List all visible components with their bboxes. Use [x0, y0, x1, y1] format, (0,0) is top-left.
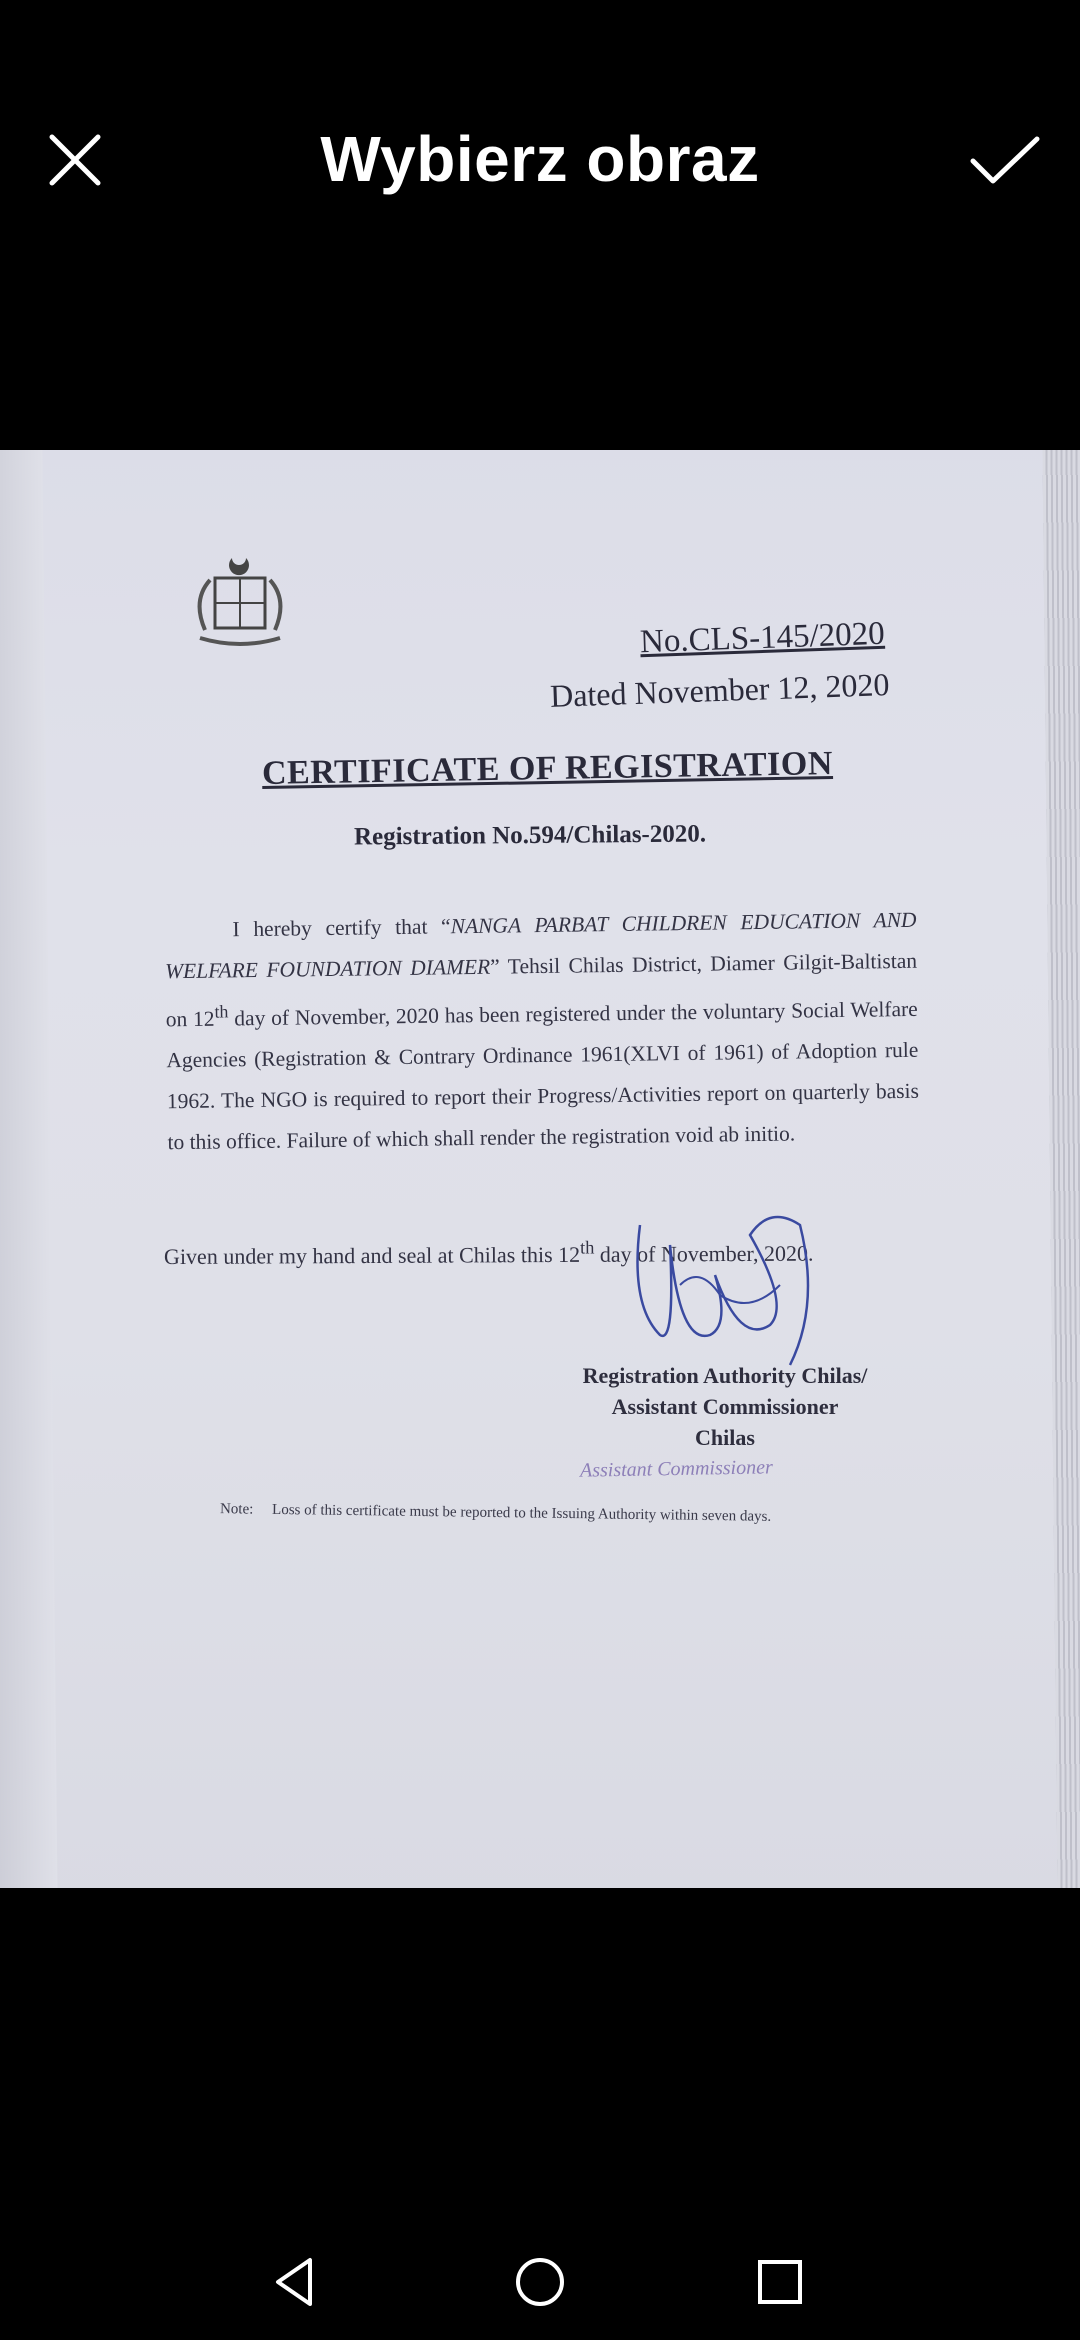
registration-number: Registration No.594/Chilas-2020.	[353, 820, 707, 851]
page-title: Wybierz obraz	[320, 123, 760, 195]
confirm-button[interactable]	[965, 125, 1045, 195]
selected-image[interactable]	[0, 450, 1080, 1888]
system-navigation-bar	[0, 2210, 1080, 2340]
nav-home-button[interactable]	[512, 2254, 568, 2310]
government-emblem-icon	[180, 550, 300, 660]
given-part-1: Given under my hand and seal at Chilas this 12	[163, 1241, 581, 1270]
authority-line-3: Chilas	[695, 1425, 755, 1450]
note-label: Note:	[219, 1501, 254, 1518]
certificate-note	[220, 1501, 771, 1526]
note-text: Loss of this certificate must be reported to the Issuing Authority within seven days.	[271, 1501, 772, 1525]
official-stamp: Assistant Commissioner	[579, 1456, 773, 1482]
home-circle-icon	[512, 2254, 568, 2310]
reference-number: No.CLS-145/2020	[639, 615, 886, 661]
date-line: Dated November 12, 2020	[549, 666, 890, 714]
body-intro: I hereby certify that “	[232, 914, 451, 942]
recent-square-icon	[752, 2254, 808, 2310]
signing-authority	[560, 1360, 890, 1453]
back-triangle-icon	[270, 2254, 326, 2310]
authority-line-2: Assistant Commissioner	[611, 1394, 839, 1419]
given-superscript: th	[580, 1237, 595, 1258]
body-rest-2: day of November, 2020 has been registered under the voluntary Social Welfare Agencies (Registration & Contrary Ordinance 1961(XLVI of 1961) of Adoption rule 1962. The NGO is required to report their Progress/Activities report on quarterly basis to this office. Failure of which shall render the registration void ab initio.	[166, 996, 920, 1155]
top-bar	[0, 0, 1080, 330]
check-icon	[965, 125, 1045, 195]
nav-recent-button[interactable]	[752, 2254, 808, 2310]
certificate-document	[0, 450, 1080, 1888]
authority-line-1: Registration Authority Chilas/	[582, 1363, 868, 1388]
nav-back-button[interactable]	[270, 2254, 326, 2310]
certificate-title: CERTIFICATE OF REGISTRATION	[261, 745, 834, 792]
body-rest-1: ” Tehsil Chilas District, Diamer Gilgit-Baltistan on 12	[165, 948, 918, 1032]
handwritten-signature	[620, 1185, 860, 1385]
certificate-body	[164, 900, 919, 1164]
body-superscript: th	[214, 1001, 229, 1022]
organization-name: NANGA PARBAT CHILDREN EDUCATION AND WELFARE FOUNDATION DIAMER	[164, 907, 917, 984]
given-part-2: day of November, 2020.	[594, 1240, 814, 1267]
